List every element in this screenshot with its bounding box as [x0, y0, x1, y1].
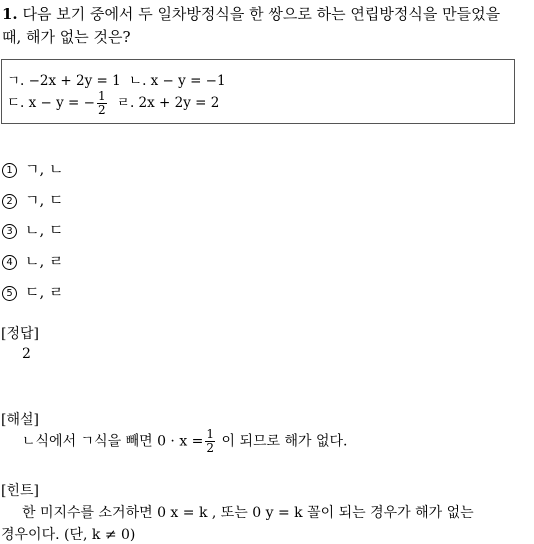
choice-1-mark: 1: [2, 163, 17, 178]
hint-line-2: 경우이다. (단, k ≠ 0): [1, 527, 136, 543]
choice-2[interactable]: [2, 189, 64, 210]
option-nieun: ㄴ. x − y = −1: [129, 73, 226, 89]
choice-1[interactable]: [2, 158, 64, 179]
explanation-label: [해설]: [1, 412, 39, 428]
question-text-line-1: 다음 보기 중에서 두 일차방정식을 한 쌍으로 하는 연립방정식을 만들었을: [22, 5, 501, 23]
option-giyeok: ㄱ. −2x + 2y = 1: [7, 73, 121, 89]
answer-value: 2: [22, 346, 31, 362]
fraction-numerator: 1: [97, 89, 106, 103]
option-digeut: [7, 89, 113, 117]
question-text-line-2: 때, 해가 없는 것은?: [2, 28, 131, 46]
option-digeut-prefix: ㄷ. x − y = −: [7, 95, 95, 111]
choice-3[interactable]: [2, 219, 64, 240]
options-box: [1, 59, 515, 124]
choice-4-mark: 4: [2, 255, 17, 270]
hint-label: [힌트]: [1, 483, 39, 499]
choice-5-mark: 5: [2, 286, 17, 301]
explanation-pre: ㄴ식에서 ㄱ식을 빼면 0 · x =: [22, 433, 204, 450]
fraction-denominator: 2: [97, 103, 106, 117]
choice-4[interactable]: [2, 250, 64, 271]
choice-5-text: ㄷ, ㄹ: [25, 283, 64, 301]
fraction-denominator: 2: [206, 441, 215, 455]
options-row-2: [7, 90, 219, 117]
options-row-1: [7, 69, 226, 89]
explanation-fraction: [205, 428, 215, 455]
explanation-text: [22, 428, 348, 455]
choice-4-text: ㄴ, ㄹ: [25, 252, 64, 270]
answer-label: [정답]: [1, 326, 39, 342]
option-digeut-fraction: [97, 90, 107, 117]
hint-line-1: 한 미지수를 소거하면 0 x = k , 또는 0 y = k 꼴이 되는 경우가 해가 없는: [22, 505, 474, 521]
choice-2-mark: 2: [2, 194, 17, 209]
choice-3-mark: 3: [2, 224, 17, 239]
question-number: 1.: [2, 5, 18, 23]
choice-1-text: ㄱ, ㄴ: [25, 160, 64, 178]
option-rieul: ㄹ. 2x + 2y = 2: [116, 95, 220, 111]
choice-2-text: ㄱ, ㄷ: [25, 191, 64, 209]
explanation-post: 이 되므로 해가 없다.: [221, 433, 348, 450]
fraction-numerator: 1: [206, 427, 215, 441]
choice-5[interactable]: [2, 281, 64, 302]
choice-3-text: ㄴ, ㄷ: [25, 221, 64, 239]
